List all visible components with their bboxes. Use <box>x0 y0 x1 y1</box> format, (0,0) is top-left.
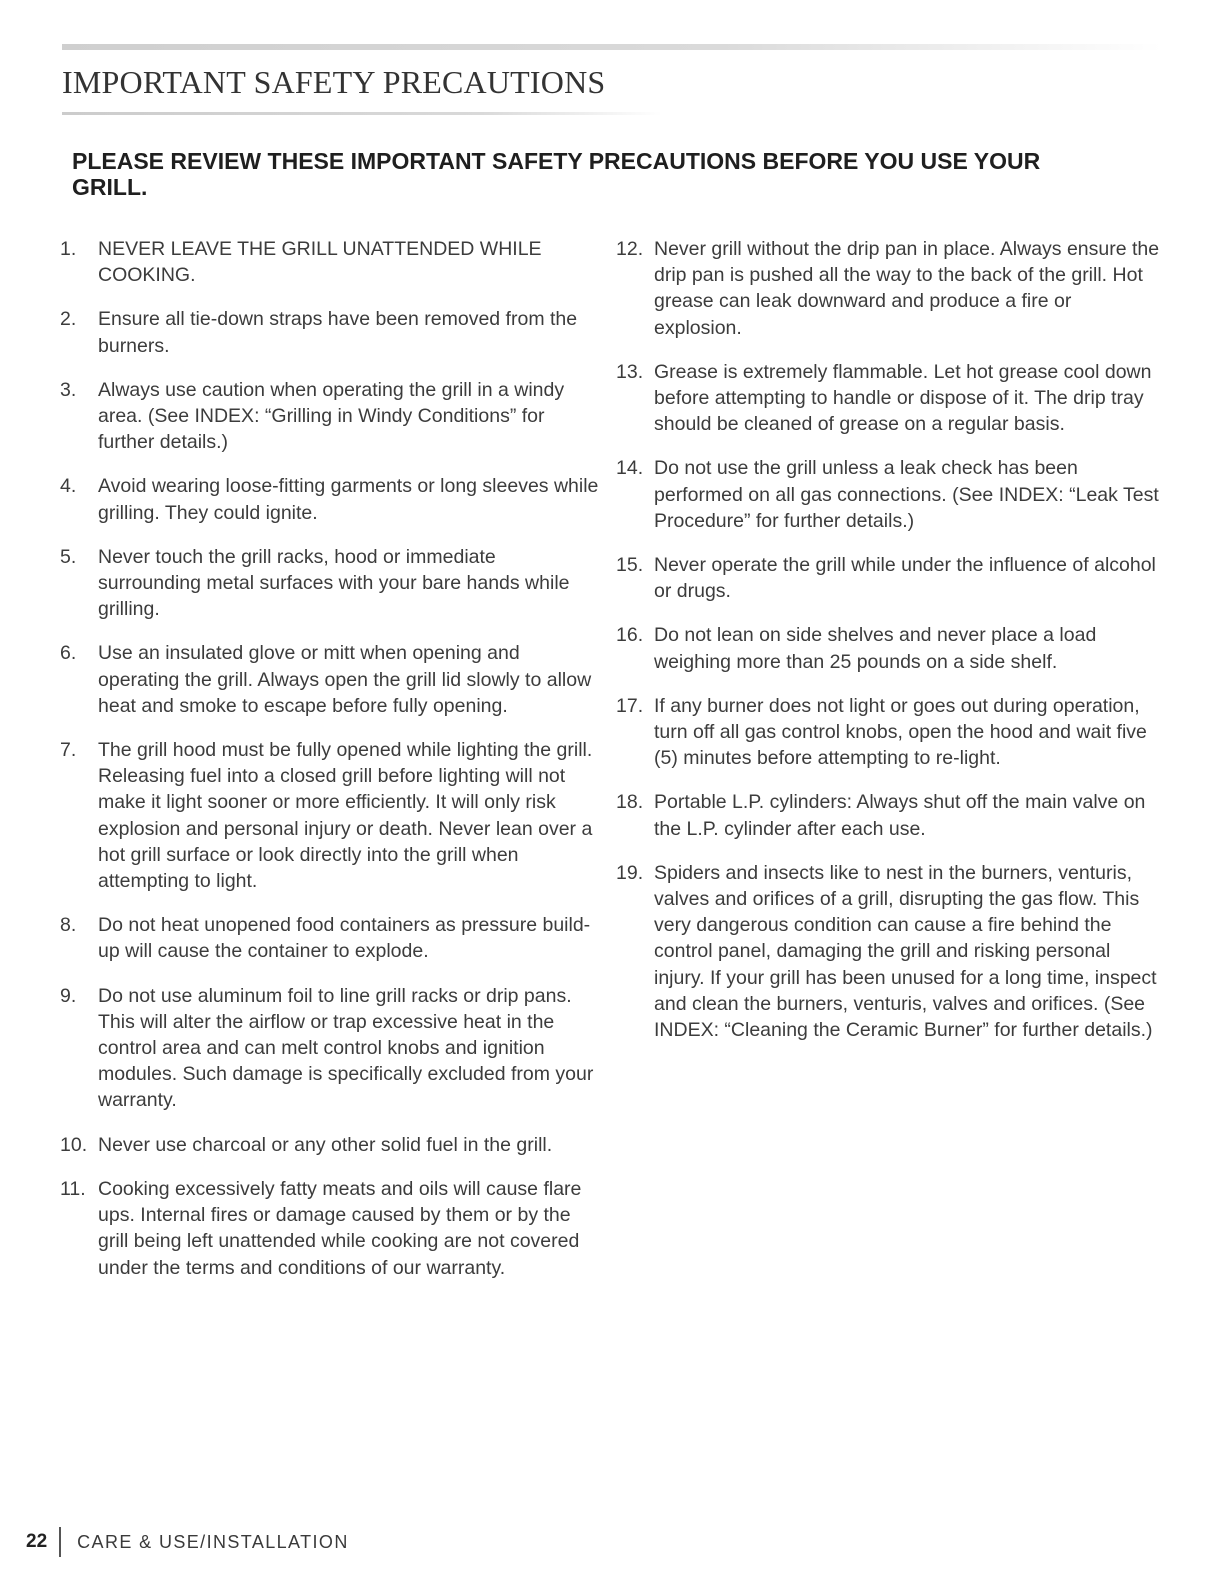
item-text: Always use caution when operating the grill in a windy area. (See INDEX: “Grilling in Windy Conditions” for further details.) <box>98 378 565 454</box>
list-item <box>60 306 600 358</box>
item-text: Grease is extremely flammable. Let hot grease cool down before attempting to handle or dispose of it. The drip tray should be cleaned of grease on a regular basis. <box>654 360 1152 436</box>
page-number: 22 <box>26 1531 48 1552</box>
list-item <box>616 789 1162 841</box>
list-item <box>60 377 600 456</box>
item-text: Never touch the grill racks, hood or immediate surrounding metal surfaces with your bare hands while grilling. <box>98 545 570 621</box>
item-number: 13. <box>616 360 644 383</box>
precautions-list-left <box>60 236 600 1299</box>
item-text: Spiders and insects like to nest in the burners, venturis, valves and orifices of a grill, disrupting the gas flow. This very dangerous condition can cause a fire behind the control panel, damaging the grill and risking personal injury. If your grill has been unused for a long time, inspect and clean the burners, venturis, valves and orifices. (See INDEX: “Cleaning the Ceramic Burner” for further details.) <box>654 861 1157 1042</box>
item-number: 14. <box>616 457 644 480</box>
item-number: 6. <box>60 642 77 665</box>
item-number: 17. <box>616 694 644 717</box>
list-item <box>60 236 600 288</box>
page-footer <box>26 1526 349 1558</box>
item-number: 1. <box>60 238 77 260</box>
item-number: 19. <box>616 861 644 884</box>
item-text: Never operate the grill while under the influence of alcohol or drugs. <box>654 554 1156 603</box>
item-text: Do not heat unopened food containers as pressure build-up will cause the container to explode. <box>98 914 591 963</box>
item-number: 10. <box>60 1133 88 1156</box>
item-number: 12. <box>616 238 644 260</box>
item-number: 16. <box>616 624 644 647</box>
list-item <box>60 640 600 719</box>
item-text: Cooking excessively fatty meats and oils will cause flare ups. Internal fires or damage caused by them or by the grill being left unattended while cooking are not covered under the terms and conditions of our warranty. <box>98 1177 582 1279</box>
item-number: 4. <box>60 475 77 498</box>
list-item <box>616 236 1162 341</box>
page-title: IMPORTANT SAFETY PRECAUTIONS <box>62 64 606 100</box>
footer-divider <box>59 1527 61 1557</box>
item-number: 8. <box>60 914 77 937</box>
item-text: The grill hood must be fully opened while lighting the grill. Releasing fuel into a closed grill before lighting will not make it light sooner or more efficiently. It will only risk explosion and personal injury or death. Never lean over a hot grill surface or look directly into the grill when attempting to light. <box>98 739 593 893</box>
item-text: If any burner does not light or goes out during operation, turn off all gas control knobs, open the hood and wait five (5) minutes before attempting to re-light. <box>654 694 1147 770</box>
item-number: 7. <box>60 739 77 762</box>
list-item <box>60 1132 600 1158</box>
title-underline <box>62 112 662 115</box>
item-number: 11. <box>60 1177 86 1200</box>
item-text: Ensure all tie-down straps have been removed from the burners. <box>98 308 578 357</box>
item-text: Portable L.P. cylinders: Always shut off the main valve on the L.P. cylinder after each use. <box>654 791 1146 840</box>
list-item <box>60 544 600 623</box>
list-item <box>60 983 600 1114</box>
list-item <box>616 359 1162 438</box>
list-item <box>60 1176 600 1281</box>
item-text: Do not use aluminum foil to line grill racks or drip pans. This will alter the airflow or trap excessive heat in the control area and can melt control knobs and ignition modules. Such damage is specifically excluded from your warranty. <box>98 984 594 1112</box>
item-text: Never use charcoal or any other solid fuel in the grill. <box>98 1133 553 1156</box>
item-text: Never grill without the drip pan in place. Always ensure the drip pan is pushed all the way to the back of the grill. Hot grease can leak downward and produce a fire or explosion. <box>654 238 1160 339</box>
page-subtitle: PLEASE REVIEW THESE IMPORTANT SAFETY PRECAUTIONS BEFORE YOU USE YOUR GRILL. <box>72 148 1041 200</box>
list-item <box>616 693 1162 772</box>
item-number: 18. <box>616 791 644 814</box>
item-number: 3. <box>60 378 77 401</box>
item-number: 5. <box>60 545 77 568</box>
item-text: Use an insulated glove or mitt when opening and operating the grill. Always open the grill lid slowly to allow heat and smoke to escape before fully opening. <box>98 642 592 717</box>
list-item <box>616 552 1162 604</box>
list-item <box>616 860 1162 1043</box>
top-divider <box>62 44 1162 50</box>
list-item <box>60 737 600 894</box>
item-text: Avoid wearing loose-fitting garments or long sleeves while grilling. They could ignite. <box>98 475 599 524</box>
list-item <box>616 455 1162 534</box>
list-item <box>60 912 600 964</box>
item-text: NEVER LEAVE THE GRILL UNATTENDED WHILE COOKING. <box>98 238 542 287</box>
item-text: Do not use the grill unless a leak check has been performed on all gas connections. (See INDEX: “Leak Test Procedure” for further details.) <box>654 457 1159 532</box>
list-item <box>60 473 600 525</box>
item-number: 9. <box>60 984 77 1007</box>
item-text: Do not lean on side shelves and never place a load weighing more than 25 pounds on a side shelf. <box>654 624 1097 673</box>
item-number: 15. <box>616 554 644 577</box>
item-number: 2. <box>60 308 77 331</box>
list-item <box>616 622 1162 674</box>
precautions-list-right <box>616 236 1162 1061</box>
footer-section-label: CARE & USE/INSTALLATION <box>77 1531 349 1552</box>
